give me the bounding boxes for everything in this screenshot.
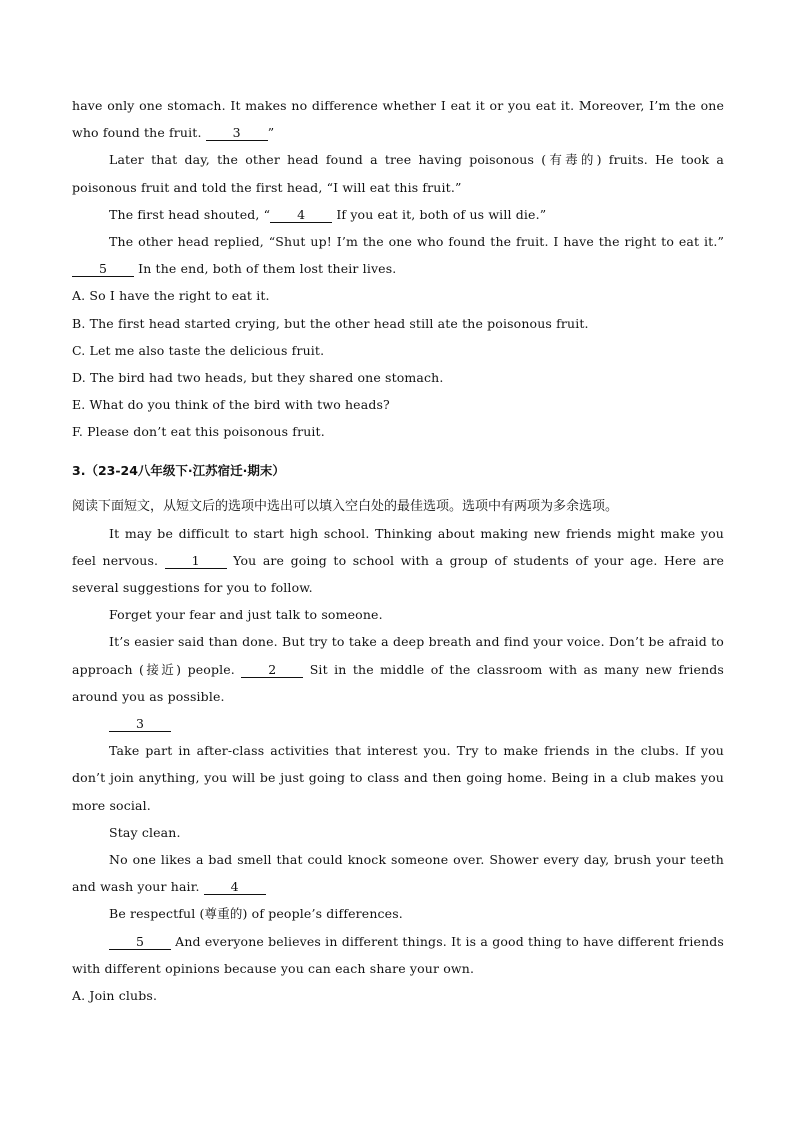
paragraph-text: If you eat it, both of us will die.” [332, 206, 547, 222]
question-instruction: 阅读下面短文，从短文后的选项中选出可以填入空白处的最佳选项。选项中有两项为多余选项。 [72, 498, 619, 514]
paragraph-text: And everyone believes in different things. It is a good thing to have different friends with different opinions because you can each share your own. [72, 933, 724, 976]
option-item: E. What do you think of the bird with two heads? [72, 397, 390, 413]
option-item: D. The bird had two heads, but they shared one stomach. [72, 370, 444, 386]
passage-paragraph: Be respectful (尊重的) of people’s differences. [109, 906, 403, 922]
answer-blank[interactable]: 2 [241, 662, 303, 678]
paragraph-text: ” [267, 125, 275, 141]
passage-paragraph: Stay clean. [109, 824, 181, 840]
passage-paragraph [72, 628, 724, 710]
passage-paragraph: Later that day, the other head found a tree having poisonous (有毒的) fruits. He took a poisonous fruit and told the first head, “I will eat this fruit.” [72, 152, 724, 195]
passage-paragraph [72, 228, 724, 282]
option-item: C. Let me also taste the delicious fruit. [72, 342, 325, 358]
paragraph-text: The other head replied, “Shut up! I’m the one who found the fruit. I have the right to eat it.” [109, 234, 724, 250]
passage-paragraph [72, 520, 724, 602]
passage-paragraph [72, 928, 724, 982]
question-heading: 3.（23-24八年级下·江苏宿迁·期末） [72, 462, 285, 478]
passage-paragraph: Forget your fear and just talk to someone. [109, 607, 383, 623]
option-item: B. The first head started crying, but the other head still ate the poisonous fruit. [72, 315, 589, 331]
paragraph-text: The first head shouted, “ [109, 206, 271, 222]
passage-paragraph: Take part in after-class activities that interest you. Try to make friends in the clubs. If you don’t join anything, you will be just going to class and then going home. Being in a club makes you more social. [72, 743, 724, 813]
passage-paragraph [72, 92, 724, 146]
paragraph-text: It’s easier said than done. But try to take a deep breath and find your voice. Don’t be afraid to approach (接近) people. [72, 634, 724, 677]
passage-paragraph [72, 201, 724, 228]
option-item: F. Please don’t eat this poisonous fruit. [72, 424, 325, 440]
paragraph-text: In the end, both of them lost their lives. [134, 261, 397, 277]
answer-blank[interactable]: 5 [72, 261, 134, 277]
option-item: A. So I have the right to eat it. [72, 288, 270, 304]
answer-blank[interactable]: 4 [270, 207, 332, 223]
answer-blank[interactable]: 3 [109, 716, 171, 732]
paragraph-text: Sit in the middle of the classroom with as many new friends around you as possible. [72, 661, 724, 704]
answer-blank[interactable]: 4 [204, 879, 266, 895]
answer-blank[interactable]: 3 [206, 125, 268, 141]
document-page [72, 92, 724, 1009]
paragraph-text: It may be difficult to start high school. Thinking about making new friends might make you feel nervous. [72, 525, 724, 568]
paragraph-text: No one likes a bad smell that could knock someone over. Shower every day, brush your teeth and wash your hair. [72, 852, 724, 895]
answer-blank[interactable]: 1 [165, 553, 227, 569]
blank-line [72, 710, 724, 737]
paragraph-text: You are going to school with a group of students of your age. Here are several suggestions for you to follow. [72, 552, 724, 596]
paragraph-text: have only one stomach. It makes no difference whether I eat it or you eat it. Moreover, I’m the one who found the fruit. [72, 98, 724, 141]
option-item: A. Join clubs. [72, 988, 158, 1004]
passage-paragraph [72, 846, 724, 900]
answer-blank[interactable]: 5 [109, 934, 171, 950]
